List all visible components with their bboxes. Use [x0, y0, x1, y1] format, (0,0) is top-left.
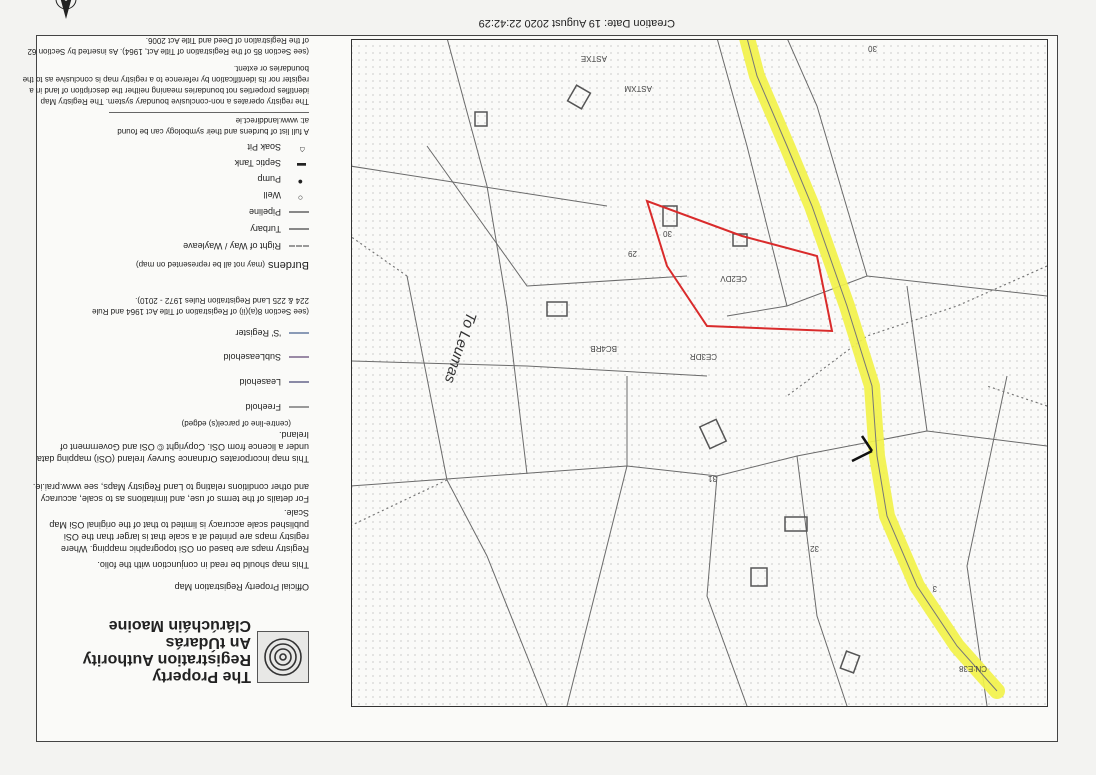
handwritten-note: To Leumas [440, 309, 480, 386]
burdens-title: Burdens (may not all be represented on map) [135, 259, 309, 271]
folio-note: This map should be read in conjunction with the folio. [97, 560, 309, 570]
map-label-12: 30 [868, 44, 877, 53]
map-label-8: 29 [628, 249, 637, 258]
burden-well: Well [263, 190, 281, 200]
north-arrow [51, 0, 81, 21]
section-note: (see Section 8(a)(ii) of Registration of Title Act 1964 and Rule 224 & 225 Land Registration Rules 1972 - 2010). [92, 296, 309, 316]
pipeline-line [289, 211, 309, 213]
north-arrow-icon [51, 0, 81, 21]
right-of-way-line [289, 245, 309, 247]
legend-panel [21, 11, 321, 701]
tenure-s-register: 'S' Register [235, 328, 281, 338]
licence-note: This map incorporates Ordnance Survey Ireland (OSi) mapping data under a licence from OSi. Copyright © OSi and Government of Ireland. [36, 430, 309, 464]
edged-note: (centre-line of parcel(s) edged) [181, 419, 291, 428]
burden-pump: Pump [257, 174, 281, 184]
burden-turbary: Turbary [250, 224, 281, 234]
tenure-leasehold: Leasehold [239, 377, 281, 387]
burden-septic-tank: Septic Tank [234, 158, 281, 168]
well-icon: ○ [297, 193, 303, 203]
map-type: Official Property Registration Map [174, 582, 309, 592]
map-label-9: 30 [663, 229, 672, 238]
terms-note: For details of the terms of use, and limitations as to scale, accuracy and other conditions relating to Land Registry Maps, see www.prai.ie. [32, 482, 309, 504]
turbary-line [289, 228, 309, 230]
map-label-3: 32 [810, 544, 819, 553]
burden-pipeline: Pipeline [248, 207, 281, 217]
map-label-2: 3 [932, 584, 937, 593]
page-frame [22, 35, 1058, 742]
map-label-6: CE3DR [689, 352, 717, 361]
subleasehold-line [289, 356, 309, 358]
map-label-10: ASTXE [580, 54, 607, 63]
authority-name: The Property Registration Authority An tÚdarás Clárúcháin Maoine [82, 617, 251, 685]
symbology-note: A full list of burdens and their symbology can be found at: www.landdirect.ie [117, 116, 309, 136]
tenure-freehold: Freehold [245, 402, 281, 412]
burden-right-of-way: Right of Way / Wayleave [183, 241, 281, 251]
divider [109, 112, 309, 113]
map-label-5: BC4RB [590, 344, 617, 353]
leasehold-line [289, 381, 309, 383]
boundary-note: The registry operates a non-conclusive boundary system. The Registry Map identifies properties not boundaries meaning neither the description of land in a register nor its identification by reference to a registry map is conclusive as to the boundaries or extent. [22, 64, 309, 106]
s-register-line [289, 332, 309, 334]
registry-map [351, 39, 1048, 707]
authority-logo [257, 631, 309, 683]
map-label-7: CE2DV [720, 274, 747, 283]
osi-note: Registry maps are based on OSi topographic mapping. Where registry maps are printed at a scale that is larger than the OSi published scale accuracy is limited to that of the original OSi Map Scale. [49, 508, 309, 554]
soak-pit-icon: ⌂ [299, 145, 305, 155]
burden-soak-pit: Soak Pit [247, 142, 281, 152]
map-label-1: CN:E38 [958, 664, 987, 673]
freehold-line [289, 406, 309, 408]
tenure-subleasehold: SubLeasehold [223, 352, 281, 362]
septic-tank-icon: ▬ [297, 161, 306, 171]
map-label-11: ASTXM [624, 84, 652, 93]
creation-date: Creation Date: 19 August 2020 22:42:29 [478, 17, 675, 29]
map-label-4: 31 [708, 474, 717, 483]
section85-note: (see Section 85 of the Registration of Title Act, 1964). As inserted by Section 62 of the Registration of Deed and Title Act 2006. [27, 36, 309, 56]
pump-icon: ● [297, 177, 303, 187]
